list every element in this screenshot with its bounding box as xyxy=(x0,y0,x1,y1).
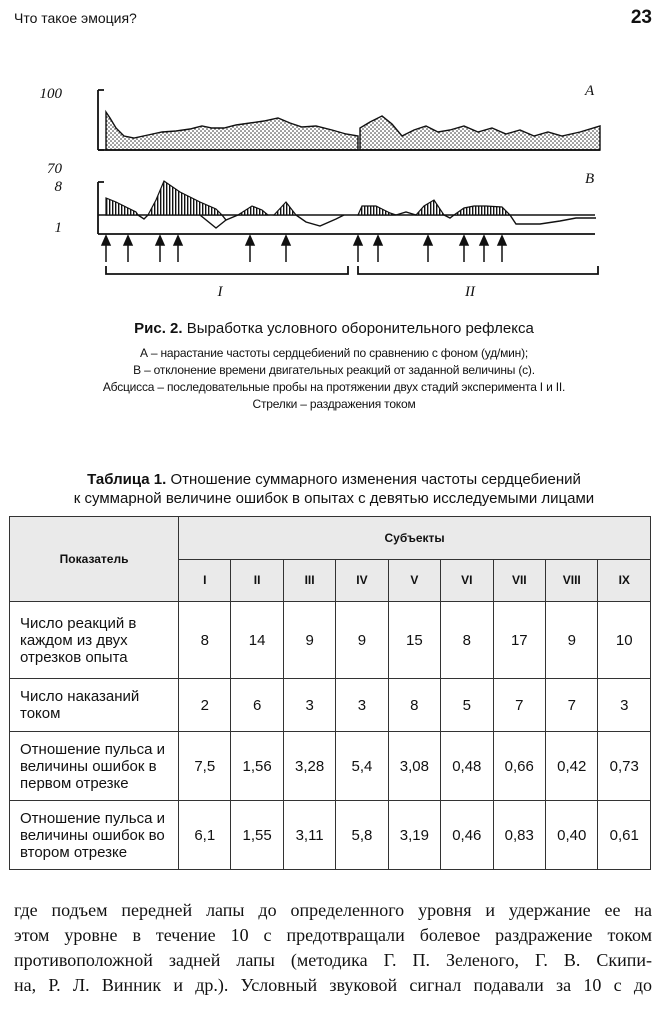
subject-header: VII xyxy=(493,559,545,602)
table-cell: 0,48 xyxy=(441,732,493,801)
table-row xyxy=(10,679,651,732)
table-cell: 3 xyxy=(336,679,388,732)
table-cell: 14 xyxy=(231,602,283,679)
subject-header: IV xyxy=(336,559,388,602)
panel-b-axis xyxy=(98,182,104,234)
running-title: Что такое эмоция? xyxy=(14,10,137,26)
table-cell: 3,08 xyxy=(388,732,440,801)
table-row xyxy=(10,602,651,679)
figure-conditioned-reflex xyxy=(40,78,620,318)
stage-1-label: I xyxy=(217,284,223,300)
table-cell: 6,1 xyxy=(179,801,231,870)
table-cell: 7 xyxy=(546,679,598,732)
indicator-header: Показатель xyxy=(10,517,179,602)
arrow-up-icon xyxy=(174,236,182,262)
table-row xyxy=(10,801,651,870)
panel-b-peak-1 xyxy=(106,198,138,215)
panel-b-peak-5 xyxy=(358,206,396,215)
arrow-up-icon xyxy=(282,236,290,262)
table-cell: 7,5 xyxy=(179,732,231,801)
body-paragraph xyxy=(14,898,652,998)
table-cell: 0,42 xyxy=(546,732,598,801)
table-cell: 5 xyxy=(441,679,493,732)
table-cell: 1,55 xyxy=(231,801,283,870)
table-cell: 3 xyxy=(598,679,651,732)
subject-header: III xyxy=(283,559,335,602)
panel-b-peak-7 xyxy=(454,206,510,215)
row-label: Число реакций в каждом из двух отрезков опыта xyxy=(10,602,179,679)
table-cell: 6 xyxy=(231,679,283,732)
row-label: Отношение пульса и величины ошибок во втором отрезке xyxy=(10,801,179,870)
table-cell: 0,61 xyxy=(598,801,651,870)
table-caption xyxy=(24,470,644,508)
figure-caption-prefix: Рис. 2. xyxy=(134,320,183,337)
body-line: противоположной задней лапы (методика Г. П. Зеленого, Г. В. Скипи- xyxy=(14,950,652,970)
figure-caption-line: Абсцисса – последовательные пробы на протяжении двух стадий эксперимента I и II. xyxy=(102,380,566,394)
table-cell: 2 xyxy=(179,679,231,732)
table-cell: 0,83 xyxy=(493,801,545,870)
figure-caption-line: Стрелки – раздражения током xyxy=(252,397,416,411)
panel-a-label: A xyxy=(585,83,595,99)
table-cell: 5,8 xyxy=(336,801,388,870)
table-cell: 1,56 xyxy=(231,732,283,801)
arrow-up-icon xyxy=(102,236,110,262)
table-cell: 15 xyxy=(388,602,440,679)
table-cell: 8 xyxy=(388,679,440,732)
arrow-up-icon xyxy=(374,236,382,262)
arrow-up-icon xyxy=(460,236,468,262)
table-caption-prefix: Таблица 1. xyxy=(87,471,167,488)
subject-header: VI xyxy=(441,559,493,602)
row-label: Отношение пульса и величины ошибок в первом отрезке xyxy=(10,732,179,801)
table-cell: 7 xyxy=(493,679,545,732)
figure-caption-text: Выработка условного оборонительного рефлекса xyxy=(186,320,534,337)
table-cell: 8 xyxy=(441,602,493,679)
stage-1-bracket xyxy=(106,266,348,274)
arrow-up-icon xyxy=(246,236,254,262)
figure-caption-line: А – нарастание частоты сердцебиений по сравнению с фоном (уд/мин); xyxy=(139,346,529,360)
table-cell: 3,11 xyxy=(283,801,335,870)
table-caption-line1: Отношение суммарного изменения частоты сердцебиений xyxy=(170,471,581,488)
figure-caption xyxy=(24,320,644,413)
table-cell: 0,40 xyxy=(546,801,598,870)
body-line: этом уровне в течение 10 с предотвращали болевое раздражение током xyxy=(14,925,652,945)
panel-a-area-stage-2 xyxy=(360,116,600,150)
table-cell: 3 xyxy=(283,679,335,732)
arrow-up-icon xyxy=(498,236,506,262)
row-label: Число наказаний током xyxy=(10,679,179,732)
panel-b-line-4 xyxy=(296,215,344,226)
y-label-b-bottom: 1 xyxy=(54,220,62,236)
table-cell: 0,46 xyxy=(441,801,493,870)
body-line: на, Р. Л. Винник и др.). Условный звуковой сигнал подавали за 10 с до xyxy=(14,975,652,995)
stimulus-arrows xyxy=(102,236,506,262)
subject-header: IX xyxy=(598,559,651,602)
arrow-up-icon xyxy=(124,236,132,262)
subjects-header: Субъекты xyxy=(179,517,651,560)
table-cell: 5,4 xyxy=(336,732,388,801)
arrow-up-icon xyxy=(354,236,362,262)
subject-header: II xyxy=(231,559,283,602)
page-number: 23 xyxy=(630,7,652,28)
panel-a-area-stage-1 xyxy=(106,112,358,150)
page-header xyxy=(14,7,652,32)
panel-b-line-6 xyxy=(510,215,596,224)
table-cell: 3,28 xyxy=(283,732,335,801)
arrow-up-icon xyxy=(480,236,488,262)
figure-caption-line: В – отклонение времени двигательных реакций от заданной величины (с). xyxy=(133,363,535,377)
panel-b-line-2 xyxy=(222,215,238,220)
panel-b-peak-4 xyxy=(274,202,296,215)
panel-b-peak-3 xyxy=(238,206,268,215)
table-cell: 9 xyxy=(546,602,598,679)
table-cell: 0,73 xyxy=(598,732,651,801)
figure-caption-title xyxy=(24,320,644,337)
arrow-up-icon xyxy=(156,236,164,262)
y-label-b-top: 8 xyxy=(54,179,62,195)
table-cell: 0,66 xyxy=(493,732,545,801)
table-cell: 3,19 xyxy=(388,801,440,870)
y-label-a-top: 100 xyxy=(40,86,62,102)
table-cell: 9 xyxy=(283,602,335,679)
y-label-a-bottom: 70 xyxy=(47,161,62,177)
table-cell: 8 xyxy=(179,602,231,679)
figure-plot xyxy=(40,78,620,318)
body-line: где подъем передней лапы до определенного уровня и удержание ее на xyxy=(14,900,652,920)
panel-b-peak-2 xyxy=(148,181,222,215)
table-row xyxy=(10,732,651,801)
subject-header: V xyxy=(388,559,440,602)
table-cell: 10 xyxy=(598,602,651,679)
panel-b-line-3 xyxy=(200,215,226,228)
stage-2-label: II xyxy=(465,284,475,300)
panel-a-axis xyxy=(98,90,104,150)
subject-header: I xyxy=(179,559,231,602)
arrow-up-icon xyxy=(424,236,432,262)
table-caption-line2: к суммарной величине ошибок в опытах с девятью исследуемыми лицами xyxy=(73,490,595,507)
panel-b-label: B xyxy=(585,171,595,187)
table-cell: 17 xyxy=(493,602,545,679)
panel-b-peak-6 xyxy=(416,200,444,215)
data-table xyxy=(9,516,651,870)
stage-2-bracket xyxy=(358,266,598,274)
table-cell: 9 xyxy=(336,602,388,679)
subject-header: VIII xyxy=(546,559,598,602)
